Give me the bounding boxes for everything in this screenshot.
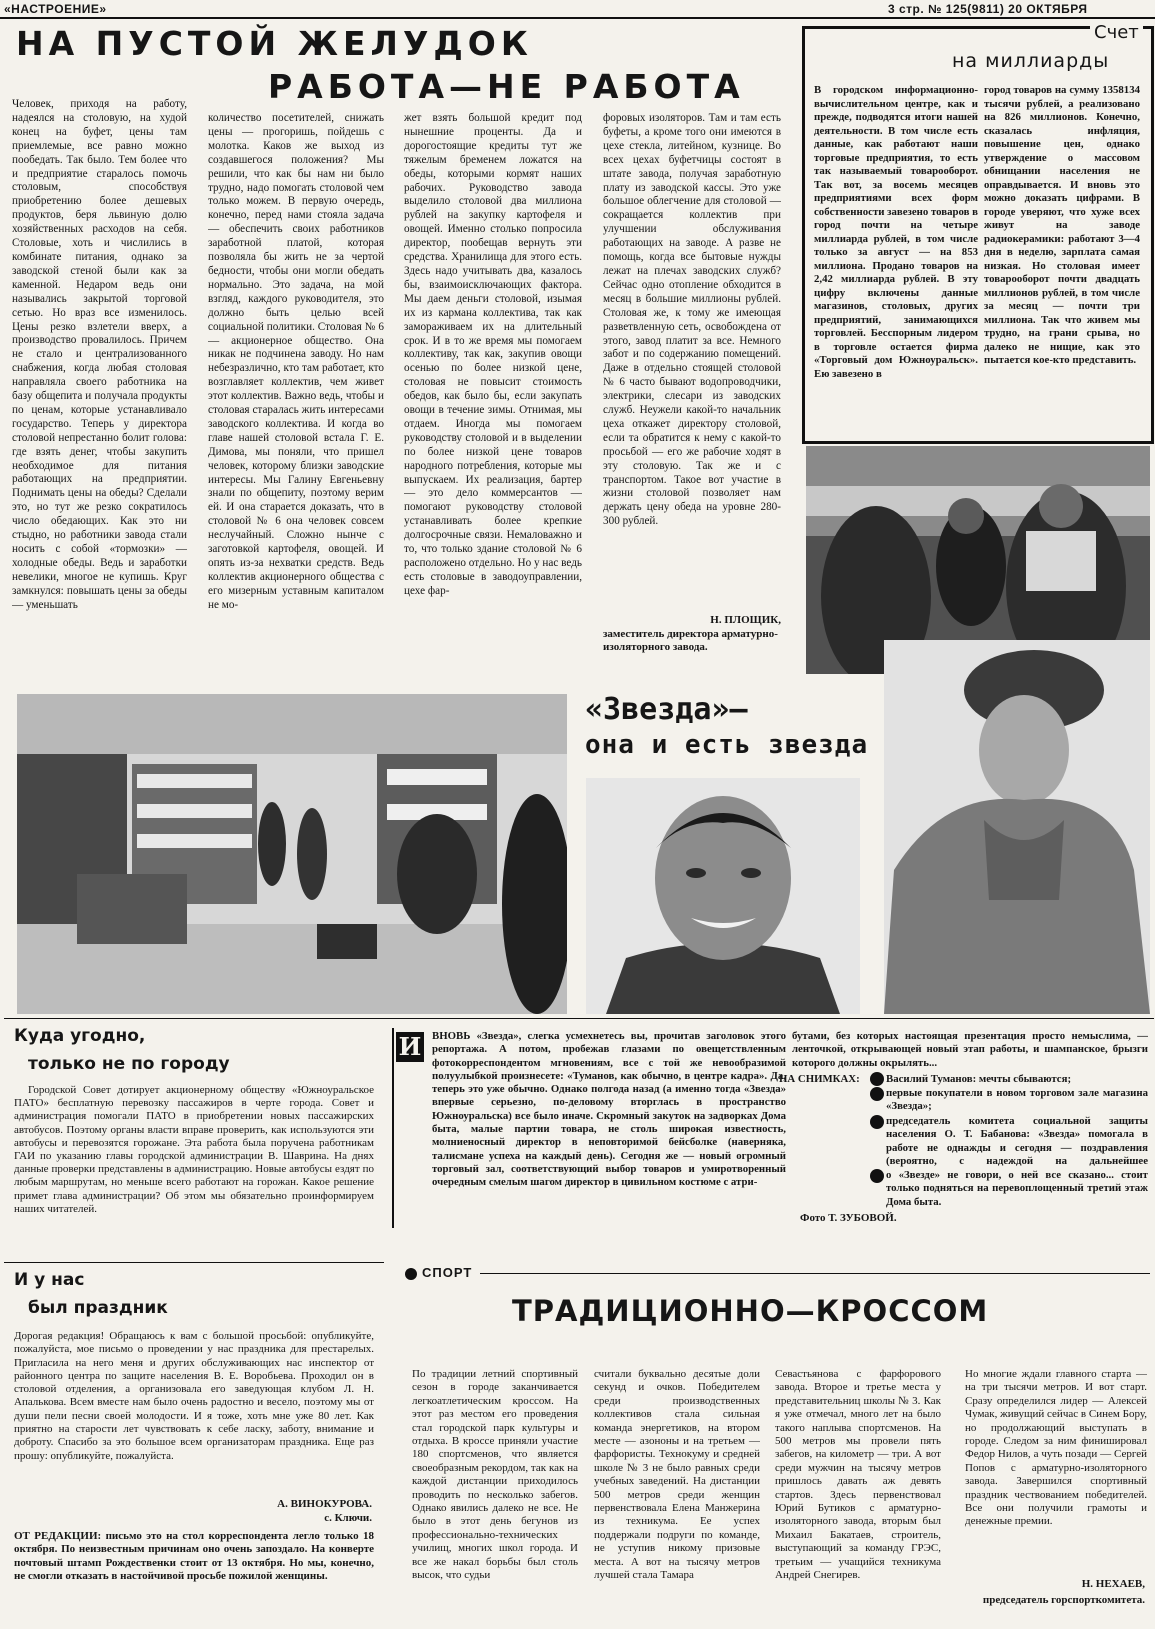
sport-bullet: [405, 1268, 417, 1280]
zvezda-column-1: ВНОВЬ «Звезда», слегка усмехнетесь вы, прочитав заголовок этого репортажа. А потом, пробежав глазами по овещетствленным фотокорреспондентом мгновениям, все с той же невообразимой полуулыбкой произнесете: «Туманов, как обычно, в центре кадра». Да, теперь это уже обычно. Однако полгода назад (а именно тогда «Звезда» впервые серьезно, по-деловому вторглась в пространство Южноуральска) все было иначе. Скромный закуток на задворках Дома быта, малые партии товара, не столь широкая известность, молниеносный директор в неповторимой бейсболке (наверняка, талисмане успеха на каждый день). Сегодня же — новый огромный торговый зал, соответствующий выбор товаров и умиротворенный очередным смелым шагом директор в цивильном костюме с атри-: [432, 1030, 786, 1189]
zvezda-box-left-rule: [392, 1028, 394, 1228]
prazdnik-title-1: И у нас: [14, 1270, 85, 1290]
article-signature-name: Н. ПЛОЩИК,: [710, 614, 781, 626]
kuda-title-1: Куда угодно,: [14, 1026, 146, 1046]
article-column-2: количество посетителей, снижать цены — прогоришь, пойдешь с молотка. Каков же выход из создавшегося положения? Мы решили, что как бы нам ни было трудно, надо помогать столовой чем только можем. В первую очередь, конечно, перед нами стояла задача — обеспечить своих работников заработной платой, которая позволяла бы жить не за чертой бедности, чтобы они могли обедать нормально. Это задача, на мой взгляд, каждого руководителя, это должно быть целью всей социальной политики. Столовая № 6 — акционерное общество. Она никак не подчинена заводу. Но нам небезразлично, кто там работает, кто возглавляет коллектив, чем живет этот коллектив. Важно ведь, чтобы и столовая старалась жить интересами заводского коллектива. И когда во главе нашей столовой встала Г. Е. Димова, мы поняли, что пришел человек, которому близки заводские интересы. Мы Галину Евгеньевну знали по общепиту, поэтому верим ей. И она старается доказать, что в столовой № 6 она человек совсем неслучайный. Сложно нынче с заготовкой картофеля, овощей. И опять из-за нехватки средств. Ведь коллектив акционерного общества с его мизерным уставным капиталом не мо-: [208, 112, 384, 611]
article-column-4: форовых изоляторов. Там и там есть буфеты, а кроме того они имеются в цехе стекла, литейном, кузнице. Во всех цехах буфетчицы состоят в штате завода, получая заработную плату из заводской кассы. Это уже большое облегчение для столовой — сокращается коллектив при улучшении обслуживания работающих на заводе. А разве не помощь, когда все бытовые нужды лежат на плечах заводских служб? Сейчас одно отопление обходится в месяц в большие миллионы рублей. Столовая же, к тому же имеющая разветвленную сеть, освобождена от этого, завод платит за все. Немного забот и по содержанию помещений. Даже в отдельно стоящей столовой № 6 часто бывают водопроводчики, электрики, слесари из заводских служб. Неужели какой-то начальник цеха откажет директору столовой, если та обратится к нему с какой-то просьбой — его же рабочие ходят в эту столовую. Так же и с транспортом. Такое вот участие в жизни столовой позволяет нам держать цену обеда на уровне 280-300 рублей.: [603, 112, 781, 528]
zvezda-caption-3: председатель комитета социальной защиты населения О. Т. Бабанова: «Звезда» помогала в работе не однажды и сегодня — поздравления (вероятно, с надеждой на дальнейшее: [886, 1115, 1148, 1167]
zvezda-photo-credit: Фото Т. ЗУБОВОЙ.: [800, 1212, 897, 1224]
sport-rule: [480, 1273, 1150, 1274]
prazdnik-title-2: был праздник: [28, 1298, 168, 1318]
zvezda-title-1: «Звезда»—: [585, 692, 748, 727]
caption-bullet-1: [870, 1072, 884, 1086]
article-title-line1: НА ПУСТОЙ ЖЕЛУДОК: [16, 24, 533, 63]
zvezda-caption-1: Василий Туманов: мечты сбываются;: [886, 1073, 1072, 1085]
prazdnik-top-rule: [4, 1262, 384, 1263]
article-signature-title: заместитель директора арматурно-изоляторного завода.: [603, 628, 778, 653]
photo-babanova-portrait: [884, 640, 1150, 1014]
zvezda-title-2: она и есть звезда: [585, 730, 869, 760]
zvezda-caption-2: первые покупатели в новом торговом зале магазина «Звезда»;: [886, 1087, 1148, 1113]
article-title-line2: РАБОТА—НЕ РАБОТА: [268, 67, 745, 106]
sport-signature-name: Н. НЕХАЕВ,: [1081, 1578, 1145, 1590]
photo-babanova-portrait-image: [884, 640, 1150, 1014]
section-label: «НАСТРОЕНИЕ»: [4, 2, 107, 16]
billions-title-1: Счет: [1090, 22, 1143, 43]
prazdnik-location: с. Ключи.: [324, 1512, 372, 1524]
sport-signature-title: председатель горспорткомитета.: [982, 1594, 1145, 1606]
photo-store-interior-image: [17, 694, 567, 1014]
article-column-1: Человек, приходя на работу, надеялся на столовую, на худой конец на буфет, цены там приемлемые, все равно можно пообедать. Так было. Тем более что и предприятие старалось помочь столовым, способствуя приобретению более дешевых продуктов, беря львиную долю хозяйственных расходов на себя. Столовые, хоть и числились в комбинате питания, однако за заводской стеной были как за каменной. Недаром ведь они назывались закрытой торговой сетью. Но враз все изменилось. Цены резко взлетели вверх, а производство провалилось. Причем не стало и централизованного снабжения, когда любая столовая направляла своего работника на базу общепита и получала продукты по ценам, которые устанавливало государство. Теперь у директора столовой непрестанно болит голова: где взять денег, чтобы закупить необходимое для питания работающих на предприятии. Поднимать цены на обеды? Сделали это, но тут же резко сократилось число обедающих. Как это ни стыдно, но работники завода стали носить с собой «тормозки» — холодные обеды. Ведь и заработки невелики, многое не купишь. Круг замкнулся: повышать цены за обеды — уменьшать: [12, 98, 187, 611]
article-column-3: жет взять большой кредит под нынешние проценты. Да и дорогостоящие кредиты тут же тяжелым бременем ложатся на обеды, которыми кормят наших рабочих. Руководство завода выделило столовой два миллиона рублей на закупку картофеля и овощей. Именно столько попросила директор, пообещав вернуть эти средства. Хранилища для этого есть. Здесь надо учитывать два, казалось бы, взаимоисключающих фактора. Мы даем деньги столовой, изымая их из кармана коллектива, так как замораживаем их на длительный срок. И в то же время мы помогаем коллективу, так как, закупив овощи осенью по более низкой цене, столовая не повысит стоимость обедов, как было бы, если закупать овощи в течение зимы. Отнимая, мы отдаем. Иногда мы помогаем руководству столовой и в выделении по более низкой цене товаров народного потребления, которые мы выпускаем. Их реализация, бартер — это дело коммерсантов — помогают руководству столовой устанавливать более крепкие долгосрочные связи. Немаловажно и то, что только здание столовой № 6 расположено отдельно. Но у нас ведь есть столовые в заводоуправлении, цехе фар-: [404, 112, 582, 597]
photo-tumanov-portrait-image: [586, 778, 860, 1014]
sport-title: ТРАДИЦИОННО—КРОССОМ: [512, 1294, 989, 1328]
sport-column-3: Севастьянова с фарфорового завода. Второе и третье места у представительниц школы № 3. Как я уже отмечал, много лет на было такого наплыва спортсменов. На 500 метров мы провели пять забегов, на километр — три. А вот среди мужчин на тысячу метров пришлось давать аж девять стартов. Здесь первенствовал Юрий Бутиков с арматурно-изоляторного завода, вторым был Михаил Бакатаев, строитель, выступающий за команду ГРЭС, третьим — учащийся техникума Андрей Снегирев.: [775, 1368, 941, 1582]
prazdnik-editor-note: ОТ РЕДАКЦИИ: письмо это на стол корреспондента легло только 18 октября. По неизвестным причинам оно очень запоздало. На конверте почтовый штамп Рождественки стоит от 13 октября. Но мы, конечно, не смогли отказать в настойчивой просьбе пожилой женщины.: [14, 1530, 374, 1582]
caption-bullet-3: [870, 1115, 884, 1129]
kuda-text: Городской Совет дотирует акционерному обществу «Южноуральское ПАТО» бесплатную перевозку пассажиров в черте города. Совет и администрация помогали ПАТО в приобретении новых пассажирских автобусов. Поэтому органы власти вправе проверить, как используются эти автобусы и перевозятся горожане. Эта работа была поручена работникам ГАИ по указанию главы городской администрации В. Шаврина. На днях данные проверки представлены в администрацию. Новые автобусы ездят по любым маршрутам, но меньше всего работают на горожан. Какое решение примет глава администрации? Об этом мы обязательно проинформируем наших читателей.: [14, 1084, 374, 1215]
page-info: 3 стр. № 125(9811) 20 ОКТЯБРЯ: [888, 2, 1088, 16]
prazdnik-text: Дорогая редакция! Обращаюсь к вам с большой просьбой: опубликуйте, пожалуйста, мое письмо о проведении у нас праздника для престарелых. Пригласила на него меня и других обслуживающих нас инспектор от районного центра по защите населения В. Е. Воробьева. Проходил он в столовой отделения, а организовала его заведующая клубом Л. Н. Апалькова. Всем вместе нам было очень радостно и весело, поэтому мы от души пели песни своей молодости. И я тоже, хоть мне уже 80 лет. Как приятно на старости лет чувствовать к себе ласку, заботу, внимание и доброту. Спасибо за это большое всем организаторам праздника. Еще раз прошу: опубликуйте, пожалуйста.: [14, 1330, 374, 1462]
sport-rubric: СПОРТ: [422, 1265, 473, 1280]
header-rule: [0, 17, 1155, 19]
sport-column-2: считали буквально десятые доли секунд и очков. Победителем среди производственных коллективов стала сильная команда энергетиков, на втором месте — азононы и на третьем — фарфористы. Технокуму и средней школе № 3 не было равных среди учебных заведений. На дистанции 500 метров среди женщин первенствовала Елена Манжерина из техникума. Ее успех поддержали подруги по команде, не уступив никому призовые места. А вот на тысячу метров лучшей стала Тамара: [594, 1368, 760, 1582]
billions-title-2: на миллиарды: [952, 50, 1110, 72]
prazdnik-signature: А. ВИНОКУРОВА.: [277, 1498, 372, 1510]
zvezda-column-2: бутами, без которых настоящая презентация просто немыслима, — ленточкой, открывающей новый этап работы, и шампанское, брызги которого должны окрылять...: [792, 1030, 1148, 1069]
photo-store-interior: [17, 694, 567, 1014]
zvezda-captions-label: НА СНИМКАХ:: [779, 1073, 860, 1085]
billions-column-2: город товаров на сумму 1358134 тысячи рублей, а реализовано на 826 миллионов. Конечно, сказалась инфляция, повышение цен, однако утверждение о массовом обнищании населения не оправдывается. И вновь это можно доказать цифрами. В городе уверяют, что хуже всех живут на заводе радиокерамики: работают 3—4 дня в неделю, зарплата самая низкая. Но столовая имеет товарооборот почти двадцать миллионов рублей, в том числе за месяц — почти три миллиона. Так что живем мы трудно, на грани срыва, но далеко не нищие, как это пытается кое-кто представить.: [984, 84, 1140, 366]
sport-column-1: По традиции летний спортивный сезон в городе заканчивается легкоатлетическим кроссом. На этот раз местом его проведения стал городской парк культуры и отдыха. В кроссе приняли участие 180 спортсменов, что является своеобразным рекордом, так как на каждой дистанции приходилось проводить по несколько забегов. Однако явились далеко не все. Не было в этот день бегунов из профессионально-технических училищ, многих школ города. И все же накал борьбы был столь высок, что судьи: [412, 1368, 578, 1582]
zvezda-dropcap: И: [396, 1032, 424, 1062]
caption-bullet-2: [870, 1087, 884, 1101]
kuda-title-2: только не по городу: [28, 1054, 230, 1074]
photo-tumanov-portrait: [586, 778, 860, 1014]
sport-column-4: Но многие ждали главного старта — на три тысячи метров. И вот старт. Сразу определился лидер — Алексей Чумак, живущий сейчас в Синем Бору, но продолжающий выступать в городе. Следом за ним финишировал Федор Нилов, а чуть позади — Сергей Попов с арматурно-изоляторного завода. Завершился спортивный праздник чествованием победителей. Все они получили грамоты и денежные премии.: [965, 1368, 1147, 1528]
caption-bullet-4: [870, 1169, 884, 1183]
billions-column-1: В городском информационно-вычислительном центре, как и прежде, подводятся итоги нашей деятельности. В том числе есть данные, как работают наши торговые предприятия, то есть так называемый товарооборот. Так вот, за восемь месяцев предприятиями всех форм собственности завезено товаров в город почти на четыре миллиарда рублей, в том числе только за август — на 853 миллиона. Продано товаров на 2,42 миллиарда рублей. В эту цифру включены данные магазинов, столовых, других предприятий, занимающихся торговлей. Бесспорным лидером в торговле остается фирма «Торговый дом Южноуральск». Ею завезено в: [814, 84, 978, 380]
zvezda-rule: [4, 1018, 1154, 1019]
zvezda-caption-4: о «Звезде» не говори, о ней все сказано... стоит только подняться на перевоплощенный третий этаж Дома быта.: [886, 1169, 1148, 1208]
